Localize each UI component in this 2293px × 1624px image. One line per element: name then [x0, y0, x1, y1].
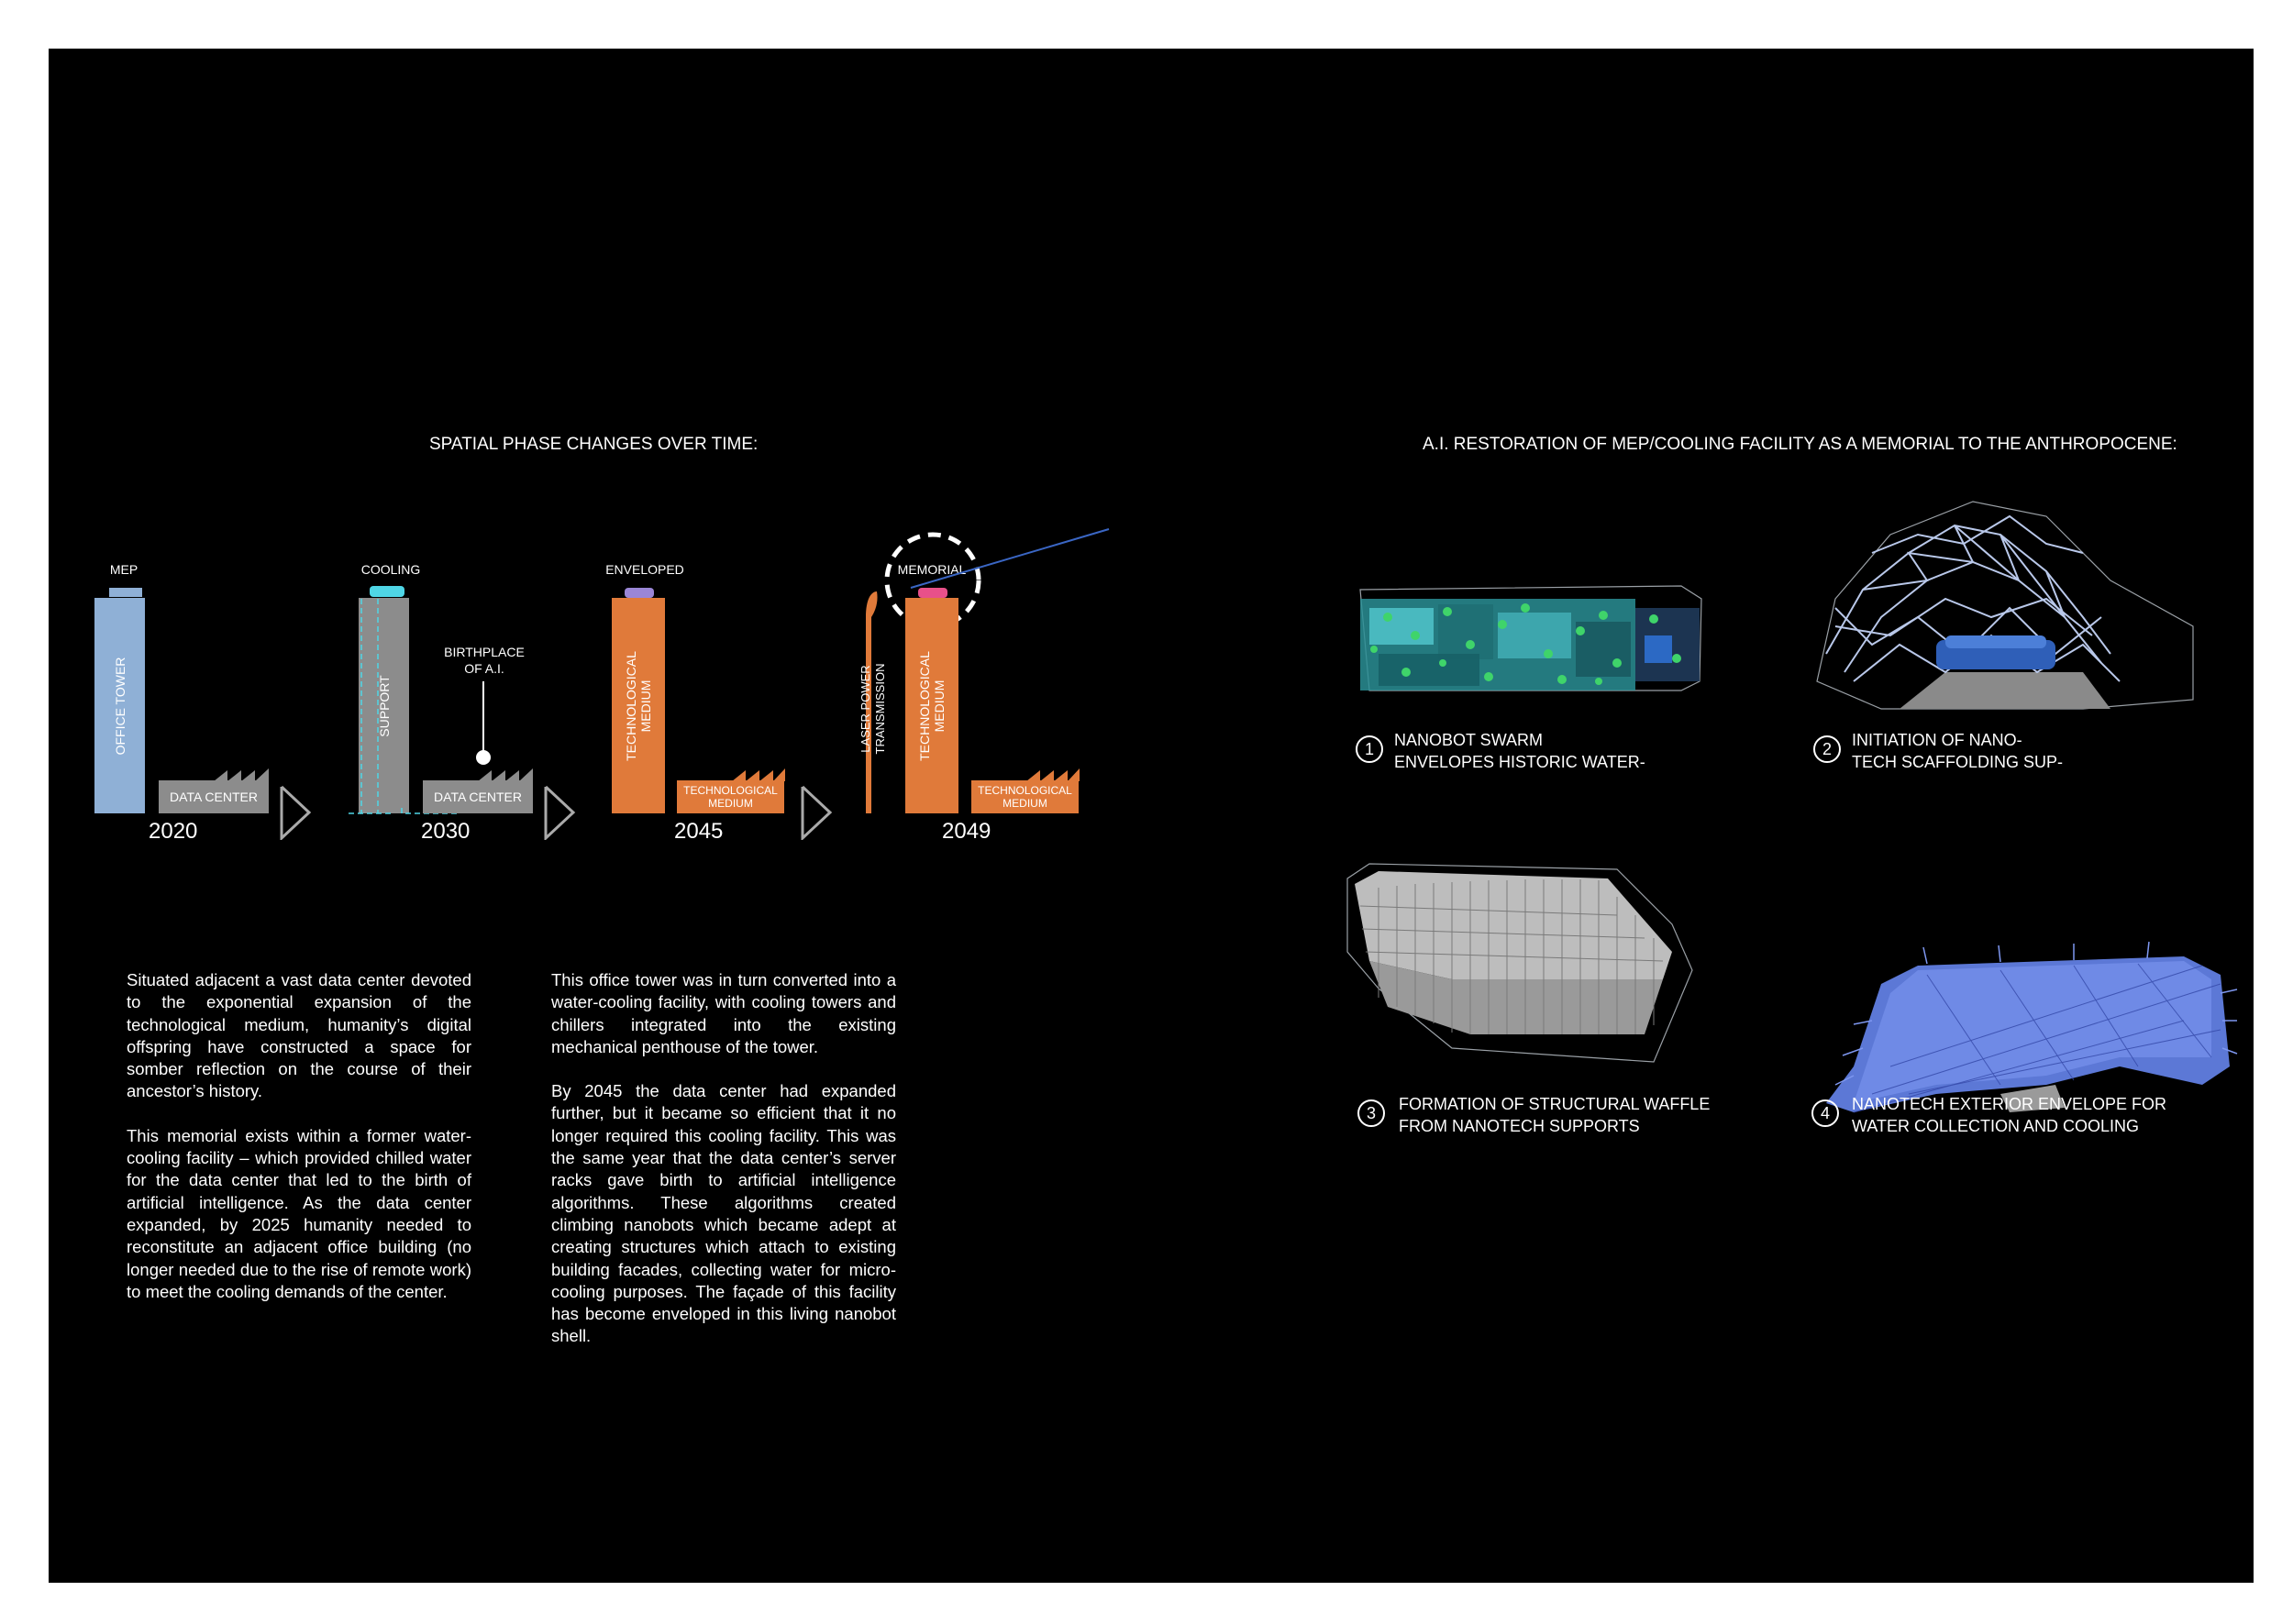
step-2-line2: TECH SCAFFOLDING SUP- [1852, 753, 2064, 771]
year-2049: 2049 [942, 819, 991, 844]
step-4-caption [1852, 1093, 2166, 1137]
step-3-caption [1399, 1093, 1710, 1137]
step-3-illustration [1342, 860, 1700, 1071]
restoration-heading: A.I. RESTORATION OF MEP/COOLING FACILITY AS A MEMORIAL TO THE ANTHROPOCENE: [1423, 435, 2177, 454]
data-center-2030-roof [478, 767, 535, 781]
data-center-2020: DATA CENTER [159, 780, 269, 813]
step-1-caption [1394, 729, 1645, 773]
technological-tower-2049 [905, 598, 958, 813]
step-1-line2: ENVELOPES HISTORIC WATER- [1394, 753, 1645, 771]
step-3-number: 3 [1357, 1099, 1385, 1127]
arrow-2-icon [542, 785, 579, 840]
office-tower [94, 598, 145, 813]
year-2030: 2030 [421, 819, 471, 844]
step-3-line1: FORMATION OF STRUCTURAL WAFFLE [1399, 1095, 1711, 1113]
step-4-line2: WATER COLLECTION AND COOLING [1852, 1117, 2140, 1135]
birthplace-marker [476, 750, 491, 765]
office-tower-label: OFFICE TOWER [112, 657, 127, 755]
data-center-2030: DATA CENTER [423, 780, 533, 813]
laser-transmission [859, 635, 887, 782]
text-column-2 [551, 969, 896, 1370]
step-1-number: 1 [1356, 735, 1383, 763]
phase-2049-top-label: MEMORIAL [897, 562, 967, 577]
step-4-line1: NANOTECH EXTERIOR ENVELOPE FOR [1852, 1095, 2167, 1113]
step-2-caption [1852, 729, 2063, 773]
presentation-board [49, 49, 2254, 1583]
support-tower-label: SUPPORT [376, 674, 392, 737]
tower-2045-label: TECHNOLOGICAL MEDIUM [624, 650, 653, 761]
phase-2020-top-label: MEP [109, 562, 138, 577]
birthplace-annotation: BIRTHPLACE OF A.I. [444, 645, 525, 676]
arrow-3-icon [799, 785, 836, 840]
step-1-line1: NANOBOT SWARM [1394, 731, 1544, 749]
text-col2-para2: By 2045 the data center had expanded further, but it became so efficient that it no longer required this cooling facility. This was the same year that the data center’s server racks gave birth to artificial intelligence algorithms. These algorithms created climbing nanobots which became adept at creating structures which attach to existing building facades, collecting water for micro-cooling purposes. The façade of this facility has become enveloped in this living nanobot shell. [551, 1081, 896, 1346]
mep-penthouse [109, 588, 142, 597]
envelope-unit [625, 588, 654, 598]
timeline-heading: SPATIAL PHASE CHANGES OVER TIME: [429, 435, 759, 454]
text-col1-para1: Situated adjacent a vast data center devoted to the exponential expansion of the technological medium, humanity’s digital offspring have constructed a space for somber reflection on the course of their ancestor’s history. [127, 970, 471, 1101]
year-2045: 2045 [674, 819, 724, 844]
phase-2045-top-label: ENVELOPED [605, 562, 684, 577]
step-2-line1: INITIATION OF NANO- [1852, 731, 2022, 749]
tower-2049-label: TECHNOLOGICAL MEDIUM [917, 650, 947, 761]
tech-medium-2045-roof [732, 767, 787, 781]
text-col1-para2: This memorial exists within a former water-cooling facility – which provided chilled water for the data center that led to the birth of artificial intelligence. As the data center expanded, by 2025 humanity needed to reconstitute an adjacent office building (no longer needed due to the rise of remote work) to meet the cooling demands of the center. [127, 1125, 471, 1301]
tech-medium-base-2049: TECHNOLOGICAL MEDIUM [971, 780, 1079, 813]
technological-tower-2045 [612, 598, 665, 813]
year-2020: 2020 [149, 819, 198, 844]
arrow-1-icon [278, 785, 315, 840]
text-column-1 [127, 969, 471, 1325]
step-1-illustration [1351, 571, 1718, 718]
data-center-2020-roof [214, 767, 271, 781]
tech-medium-2049-roof [1026, 767, 1081, 781]
step-4-number: 4 [1811, 1099, 1839, 1127]
tech-medium-base-2045: TECHNOLOGICAL MEDIUM [677, 780, 784, 813]
laser-transmission-label: LASER POWER TRANSMISSION [858, 663, 887, 755]
phase-2030-top-label: COOLING [360, 562, 421, 577]
birthplace-leader-line [482, 681, 484, 755]
step-2-number: 2 [1813, 735, 1841, 763]
step-2-illustration [1808, 498, 2211, 727]
step-3-line2: FROM NANOTECH SUPPORTS [1399, 1117, 1640, 1135]
text-col2-para1: This office tower was in turn converted into a water-cooling facility, with cooling towers and chillers integrated into the existing mechanical penthouse of the tower. [551, 970, 896, 1056]
